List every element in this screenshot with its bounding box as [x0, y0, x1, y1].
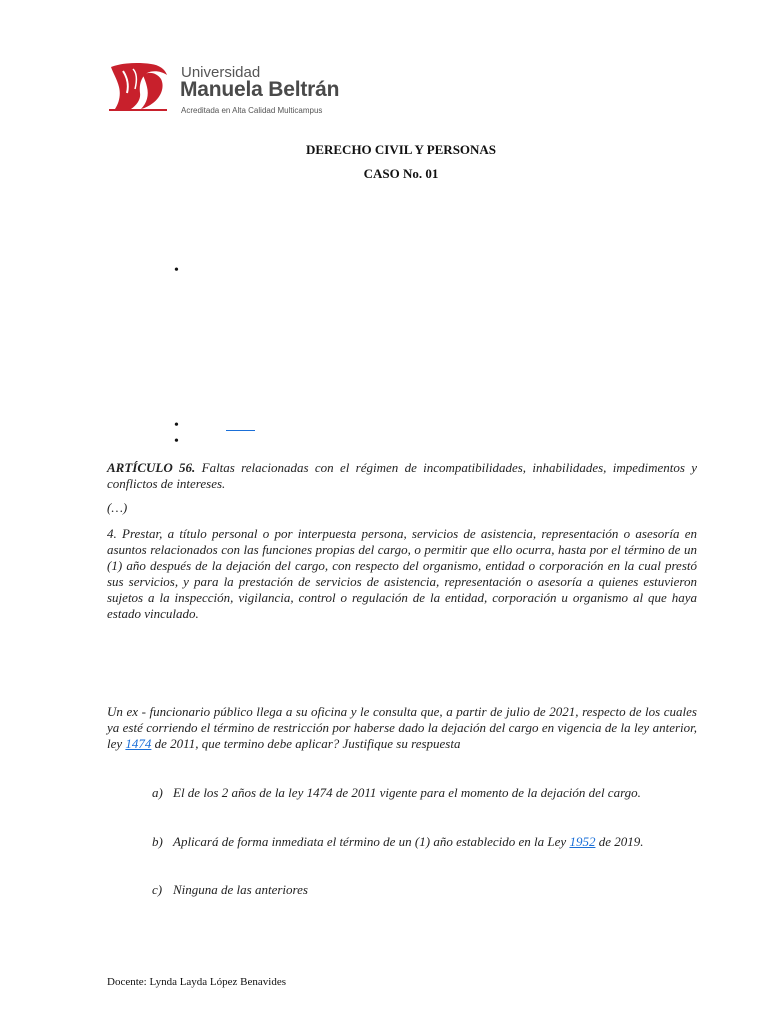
university-seal-icon [107, 61, 169, 113]
option-b-label: b) [152, 834, 163, 849]
option-b-text [173, 834, 697, 850]
article-body: 4. Prestar, a título personal o por interpuesta persona, servicios de asistencia, representación o asesoría en asuntos relacionados con las funciones propias del cargo, o permitir que ello ocurra, hasta por el término de un (1) año después de la dejación del cargo, con respecto del organismo, entidad o corporación en la cual prestó sus servicios, y para la prestación de servicios de asistencia, representación o asesoría a quienes estuvieron sujetos a la inspección, vigilancia, control o regulación de la entidad, corporación u organismo al que haya estado vinculado. [107, 526, 697, 621]
option-a [152, 785, 697, 801]
option-b [152, 834, 697, 850]
option-c [152, 882, 697, 898]
option-a-label: a) [152, 785, 163, 800]
option-c-label: c) [152, 882, 163, 897]
article-ellipsis: (…) [107, 500, 128, 515]
option-c-text: Ninguna de las anteriores [173, 882, 308, 897]
bullet-2: • [174, 418, 179, 433]
option-a-text: El de los 2 años de la ley 1474 de 2011 vigente para el momento de la dejación del cargo. [173, 785, 641, 800]
bullet-1: • [174, 263, 179, 278]
question-text-before: Un ex - funcionario público llega a su oficina y le consulta que, a partir de julio de 2021, respecto de los cuales ya esté corriendo el término de restricción por haberse dado la dejación del cargo en vigencia de la ley anterior, ley [107, 704, 697, 751]
document-subtitle: CASO No. 01 [363, 166, 439, 181]
article-heading [107, 460, 697, 492]
question-text-after: de 2011, que termino debe aplicar? Justifique su respuesta [154, 736, 461, 751]
option-b-text-after: de 2019. [598, 834, 644, 849]
logo-line-name: Manuela Beltrán [180, 78, 340, 101]
question-paragraph [107, 704, 697, 752]
empty-link[interactable] [226, 430, 255, 431]
article-title: Faltas relacionadas con el régimen de incompatibilidades, inhabilidades, impedimentos y conflictos de intereses. [107, 460, 698, 491]
ley-1952-link[interactable]: 1952 [569, 834, 596, 849]
university-logo [107, 60, 367, 120]
docente-footer: Docente: Lynda Layda López Benavides [107, 976, 286, 988]
ley-1474-link[interactable]: 1474 [125, 736, 152, 751]
logo-line-universidad: Universidad [181, 64, 261, 81]
option-b-text-before: Aplicará de forma inmediata el término de un (1) año establecido en la Ley [173, 834, 567, 849]
bullet-3: • [174, 434, 179, 449]
logo-line-accreditation: Acreditada en Alta Calidad Multicampus [181, 106, 323, 115]
article-number: ARTÍCULO 56. [107, 460, 196, 475]
document-title: DERECHO CIVIL Y PERSONAS [305, 142, 497, 157]
